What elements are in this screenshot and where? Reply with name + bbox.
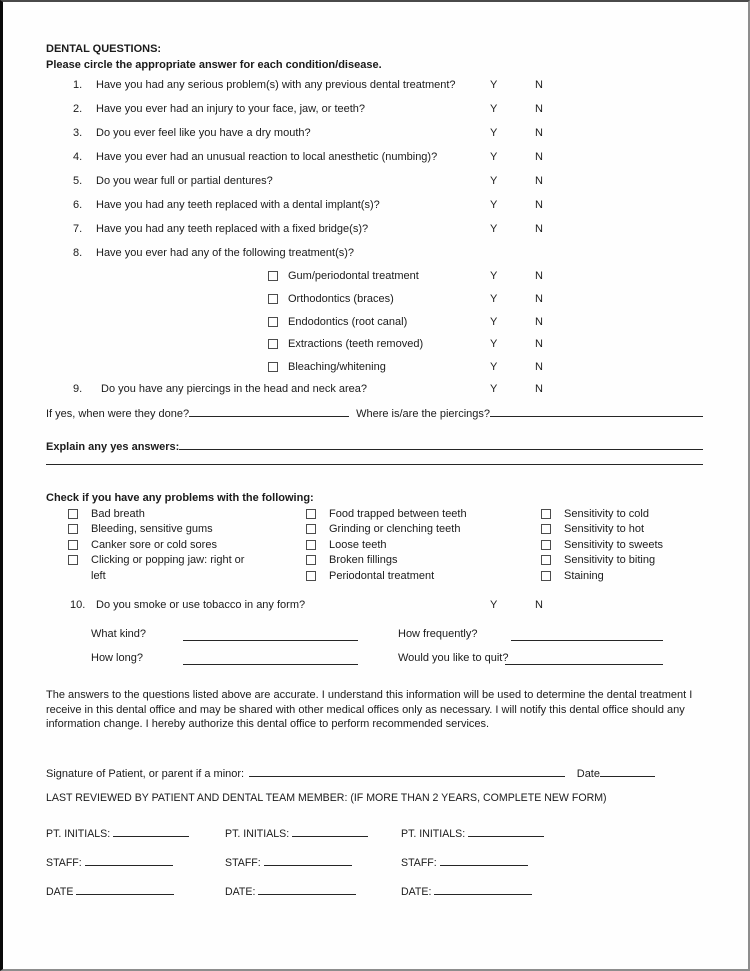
form-subtitle: Please circle the appropriate answer for each condition/disease.: [46, 59, 382, 71]
treatment-row-2: [46, 293, 705, 309]
problem-checkbox[interactable]: [541, 524, 551, 534]
problems-column-3: [541, 507, 663, 584]
question-row-2: [46, 103, 705, 119]
treatment-checkbox[interactable]: [268, 271, 278, 281]
review-cell: [401, 853, 528, 870]
answer-yes[interactable]: Y: [490, 79, 498, 91]
answer-yes[interactable]: Y: [490, 175, 498, 187]
date-label: DATE: [46, 886, 74, 898]
question-text: Have you ever had an injury to your face, jaw, or teeth?: [96, 103, 366, 115]
question-row-3: [46, 127, 705, 143]
review-heading: LAST REVIEWED BY PATIENT AND DENTAL TEAM MEMBER: (IF MORE THAN 2 YEARS, COMPLETE NEW FORM): [46, 792, 607, 804]
answer-no[interactable]: N: [535, 223, 543, 235]
problem-item: [541, 522, 663, 537]
date-label: DATE:: [225, 886, 256, 898]
pt-initials-label: PT. INITIALS:: [46, 828, 111, 840]
explain-label: Explain any yes answers:: [46, 441, 180, 453]
problem-label: Bleeding, sensitive gums: [91, 523, 213, 536]
explain-input-line-2[interactable]: [46, 464, 703, 465]
problem-item: [306, 522, 467, 537]
review-cell: [225, 853, 352, 870]
question-text: Have you ever had any of the following treatment(s)?: [96, 247, 355, 259]
how-long-label: How long?: [91, 652, 143, 664]
problem-checkbox[interactable]: [541, 509, 551, 519]
problem-item: [68, 507, 244, 522]
problem-label: Loose teeth: [329, 538, 387, 551]
answer-no[interactable]: N: [535, 338, 543, 350]
answer-yes[interactable]: Y: [490, 338, 498, 350]
treatment-label: Orthodontics (braces): [288, 293, 394, 305]
problem-label: Grinding or clenching teeth: [329, 523, 461, 536]
problem-label: Staining: [564, 569, 604, 582]
treatment-label: Extractions (teeth removed): [288, 338, 424, 350]
problem-label: Bad breath: [91, 508, 145, 520]
problem-label: Periodontal treatment: [329, 569, 435, 582]
pt-initials-input-line[interactable]: [292, 824, 368, 837]
answer-no[interactable]: N: [535, 599, 543, 611]
problem-label: Sensitivity to cold: [564, 508, 649, 520]
problem-checkbox[interactable]: [541, 555, 551, 565]
answer-no[interactable]: N: [535, 316, 543, 328]
problems-column-1: [68, 507, 244, 584]
staff-input-line[interactable]: [440, 853, 528, 866]
problem-item: [541, 569, 663, 584]
problem-label: Food trapped between teeth: [329, 508, 467, 520]
pt-initials-label: PT. INITIALS:: [401, 828, 466, 840]
review-cell: [46, 882, 174, 899]
problem-checkbox[interactable]: [306, 555, 316, 565]
what-kind-label: What kind?: [91, 628, 147, 640]
problem-checkbox[interactable]: [306, 524, 316, 534]
answer-no[interactable]: N: [535, 79, 543, 91]
quit-label: Would you like to quit?: [398, 652, 509, 664]
piercings-when-input-line[interactable]: [189, 404, 349, 417]
how-frequently-label: How frequently?: [398, 628, 478, 640]
problem-label: left: [91, 569, 106, 582]
answer-no[interactable]: N: [535, 383, 543, 395]
problem-item: [68, 538, 244, 553]
question-text: Have you had any teeth replaced with a dental implant(s)?: [96, 199, 380, 211]
signature-row: [46, 764, 655, 781]
answer-yes[interactable]: Y: [490, 383, 498, 395]
problem-item-continuation: [68, 569, 244, 584]
review-cell: [225, 824, 368, 841]
signature-label: Signature of Patient, or parent if a minor:: [46, 768, 245, 780]
problem-checkbox[interactable]: [306, 540, 316, 550]
problem-checkbox[interactable]: [306, 509, 316, 519]
answer-yes[interactable]: Y: [490, 103, 498, 115]
review-initials-row: [46, 824, 705, 840]
question-number: 4.: [73, 151, 83, 163]
problems-column-2: [306, 507, 467, 584]
date-input-line[interactable]: [258, 882, 356, 895]
answer-yes[interactable]: Y: [490, 599, 498, 611]
piercings-where-label: Where is/are the piercings?: [356, 408, 490, 420]
review-staff-row: [46, 853, 705, 869]
problem-checkbox[interactable]: [68, 524, 78, 534]
treatment-checkbox[interactable]: [268, 362, 278, 372]
question-row-7: [46, 223, 705, 239]
question-number: 1.: [73, 79, 83, 91]
question-row-6: [46, 199, 705, 215]
problem-item: [68, 553, 244, 568]
problem-checkbox[interactable]: [68, 555, 78, 565]
staff-input-line[interactable]: [264, 853, 352, 866]
answer-no[interactable]: N: [535, 293, 543, 305]
answer-no[interactable]: N: [535, 127, 543, 139]
piercings-when-label: If yes, when were they done?: [46, 408, 190, 420]
answer-no[interactable]: N: [535, 361, 543, 373]
staff-label: STAFF:: [46, 857, 82, 869]
problem-checkbox[interactable]: [68, 540, 78, 550]
problem-item: [306, 553, 467, 568]
date-input-line[interactable]: [434, 882, 532, 895]
treatment-label: Endodontics (root canal): [288, 316, 408, 328]
pt-initials-input-line[interactable]: [113, 824, 189, 837]
question-row-8: [46, 247, 705, 263]
how-frequently-input-line[interactable]: [511, 628, 663, 641]
pt-initials-input-line[interactable]: [468, 824, 544, 837]
question-number: 3.: [73, 127, 83, 139]
review-cell: [225, 882, 356, 899]
problem-item: [68, 522, 244, 537]
answer-yes[interactable]: Y: [490, 316, 498, 328]
question-text: Do you smoke or use tobacco in any form?: [96, 599, 306, 611]
question-row-10: [46, 599, 705, 615]
question-text: Do you ever feel like you have a dry mouth?: [96, 127, 311, 139]
problem-item: [306, 538, 467, 553]
problem-label: Sensitivity to hot: [564, 523, 645, 536]
date-input-line[interactable]: [76, 882, 174, 895]
explain-row: [46, 437, 703, 454]
review-date-row: [46, 882, 705, 898]
problem-checkbox[interactable]: [306, 571, 316, 581]
staff-label: STAFF:: [401, 857, 437, 869]
treatment-checkbox[interactable]: [268, 317, 278, 327]
problem-label: Sensitivity to sweets: [564, 538, 664, 551]
answer-no[interactable]: N: [535, 103, 543, 115]
answer-no[interactable]: N: [535, 270, 543, 282]
treatment-row-4: [46, 338, 705, 354]
answer-yes[interactable]: Y: [490, 127, 498, 139]
treatment-label: Bleaching/whitening: [288, 361, 386, 373]
treatment-checkbox[interactable]: [268, 294, 278, 304]
answer-yes[interactable]: Y: [490, 151, 498, 163]
answer-yes[interactable]: Y: [490, 361, 498, 373]
question-number: 9.: [73, 383, 83, 395]
treatment-label: Gum/periodontal treatment: [288, 270, 419, 282]
form-title: DENTAL QUESTIONS:: [46, 43, 162, 55]
problem-label: Broken fillings: [329, 554, 398, 567]
problem-item: [541, 553, 663, 568]
how-long-input-line[interactable]: [183, 652, 358, 665]
problems-heading: Check if you have any problems with the following:: [46, 492, 314, 504]
tobacco-row-1: [46, 628, 705, 644]
answer-no[interactable]: N: [535, 199, 543, 211]
explain-input-line[interactable]: [179, 437, 703, 450]
problem-label: Sensitivity to biting: [564, 554, 656, 567]
problem-label: Canker sore or cold sores: [91, 538, 217, 551]
piercings-where-input-line[interactable]: [490, 404, 703, 417]
review-cell: [46, 853, 173, 870]
problem-checkbox[interactable]: [541, 540, 551, 550]
problem-label: Clicking or popping jaw: right or: [91, 554, 245, 567]
question-number: 5.: [73, 175, 83, 187]
what-kind-input-line[interactable]: [183, 628, 358, 641]
question-text: Have you had any teeth replaced with a fixed bridge(s)?: [96, 223, 369, 235]
treatment-checkbox[interactable]: [268, 339, 278, 349]
answer-yes[interactable]: Y: [490, 293, 498, 305]
staff-label: STAFF:: [225, 857, 261, 869]
question-number: 6.: [73, 199, 83, 211]
question-number: 10.: [70, 599, 86, 611]
problem-item: [306, 507, 467, 522]
review-cell: [46, 824, 189, 841]
question-number: 8.: [73, 247, 83, 259]
tobacco-row-2: [46, 652, 705, 668]
problem-item: [541, 538, 663, 553]
quit-input-line[interactable]: [505, 652, 663, 665]
treatment-row-3: [46, 316, 705, 332]
answer-no[interactable]: N: [535, 175, 543, 187]
staff-input-line[interactable]: [85, 853, 173, 866]
problem-item: [306, 569, 467, 584]
signature-date-label: Date: [576, 768, 600, 780]
question-text: Have you ever had an unusual reaction to local anesthetic (numbing)?: [96, 151, 438, 163]
question-text: Do you have any piercings in the head and neck area?: [101, 383, 368, 395]
answer-yes[interactable]: Y: [490, 270, 498, 282]
problem-checkbox[interactable]: [68, 509, 78, 519]
treatment-row-5: [46, 361, 705, 377]
answer-yes[interactable]: Y: [490, 223, 498, 235]
question-text: Do you wear full or partial dentures?: [96, 175, 273, 187]
piercings-detail-row: [46, 404, 703, 421]
question-row-1: [46, 79, 705, 95]
problem-checkbox[interactable]: [541, 571, 551, 581]
treatment-row-1: [46, 270, 705, 286]
problem-item: [541, 507, 663, 522]
question-row-4: [46, 151, 705, 167]
question-row-9: [46, 383, 705, 399]
date-label: DATE:: [401, 886, 432, 898]
agreement-paragraph: The answers to the questions listed above are accurate. I understand this information will be used to determine the dental treatment I receive in this dental office and may be shared with other medical offices only as necessary. I will notify this dental office should any information change. I hereby authorize this dental office to perform recommended services.: [46, 689, 693, 731]
review-cell: [401, 824, 544, 841]
question-number: 2.: [73, 103, 83, 115]
answer-no[interactable]: N: [535, 151, 543, 163]
question-text: Have you had any serious problem(s) with any previous dental treatment?: [96, 79, 456, 91]
pt-initials-label: PT. INITIALS:: [225, 828, 290, 840]
question-row-5: [46, 175, 705, 191]
review-cell: [401, 882, 532, 899]
answer-yes[interactable]: Y: [490, 199, 498, 211]
signature-input-line[interactable]: [249, 764, 565, 777]
signature-date-input-line[interactable]: [600, 764, 655, 777]
question-number: 7.: [73, 223, 83, 235]
